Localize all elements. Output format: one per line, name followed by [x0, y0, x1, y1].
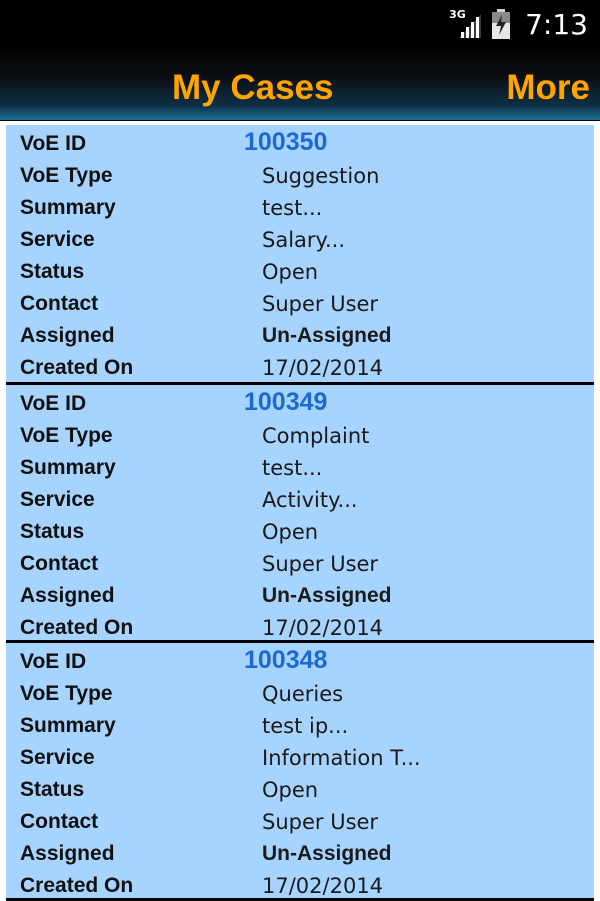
label-voe-id: VoE ID [20, 132, 87, 155]
label-contact: Contact [20, 292, 99, 315]
more-button[interactable]: More [506, 68, 590, 107]
value-service: Activity... [262, 488, 358, 512]
row-status [6, 776, 594, 808]
case-card[interactable] [6, 125, 594, 385]
label-status: Status [20, 260, 85, 283]
label-service: Service [20, 488, 95, 511]
label-assigned: Assigned [20, 584, 115, 607]
row-voe-id [6, 390, 594, 422]
value-status: Open [262, 778, 319, 802]
row-summary [6, 712, 594, 744]
label-assigned: Assigned [20, 324, 115, 347]
value-summary: test... [262, 456, 323, 480]
row-voe-id [6, 648, 594, 680]
label-voe-type: VoE Type [20, 164, 113, 187]
label-created-on: Created On [20, 356, 134, 379]
row-created-on [6, 872, 594, 901]
row-service [6, 226, 594, 258]
page-title: My Cases [172, 68, 334, 107]
value-voe-id: 100349 [244, 388, 328, 416]
value-service: Information T... [262, 746, 421, 770]
label-assigned: Assigned [20, 842, 115, 865]
case-card[interactable] [6, 643, 594, 901]
signal-icon [449, 8, 483, 40]
row-status [6, 518, 594, 550]
label-summary: Summary [20, 456, 116, 479]
value-contact: Super User [262, 810, 379, 834]
row-assigned [6, 322, 594, 354]
value-summary: test ip... [262, 714, 349, 738]
battery-icon [491, 9, 511, 39]
row-created-on [6, 614, 594, 646]
label-contact: Contact [20, 810, 99, 833]
clock: 7:13 [525, 7, 588, 41]
app-bar [0, 48, 600, 120]
label-service: Service [20, 746, 95, 769]
row-status [6, 258, 594, 290]
value-assigned: Un-Assigned [262, 842, 392, 865]
value-voe-type: Suggestion [262, 164, 380, 188]
label-created-on: Created On [20, 874, 134, 897]
status-icons [449, 4, 588, 44]
row-service [6, 744, 594, 776]
row-contact [6, 808, 594, 840]
value-created-on: 17/02/2014 [262, 356, 384, 380]
label-voe-type: VoE Type [20, 682, 113, 705]
case-list[interactable] [0, 120, 600, 901]
label-voe-id: VoE ID [20, 650, 87, 673]
row-assigned [6, 582, 594, 614]
value-voe-id: 100348 [244, 646, 328, 674]
label-voe-id: VoE ID [20, 392, 87, 415]
value-created-on: 17/02/2014 [262, 874, 384, 898]
row-voe-type [6, 162, 594, 194]
value-voe-type: Queries [262, 682, 344, 706]
value-assigned: Un-Assigned [262, 584, 392, 607]
row-voe-id [6, 130, 594, 162]
value-contact: Super User [262, 292, 379, 316]
value-summary: test... [262, 196, 323, 220]
row-summary [6, 194, 594, 226]
value-service: Salary... [262, 228, 345, 252]
row-contact [6, 550, 594, 582]
label-summary: Summary [20, 196, 116, 219]
row-assigned [6, 840, 594, 872]
label-voe-type: VoE Type [20, 424, 113, 447]
label-summary: Summary [20, 714, 116, 737]
network-type: 3G [449, 8, 466, 21]
value-voe-id: 100350 [244, 128, 328, 156]
value-assigned: Un-Assigned [262, 324, 392, 347]
label-status: Status [20, 778, 85, 801]
status-bar [0, 0, 600, 48]
label-contact: Contact [20, 552, 99, 575]
row-created-on [6, 354, 594, 386]
row-voe-type [6, 422, 594, 454]
label-created-on: Created On [20, 616, 134, 639]
row-voe-type [6, 680, 594, 712]
label-service: Service [20, 228, 95, 251]
row-contact [6, 290, 594, 322]
value-created-on: 17/02/2014 [262, 616, 384, 640]
label-status: Status [20, 520, 85, 543]
value-contact: Super User [262, 552, 379, 576]
value-status: Open [262, 520, 319, 544]
value-voe-type: Complaint [262, 424, 370, 448]
value-status: Open [262, 260, 319, 284]
case-card[interactable] [6, 385, 594, 643]
row-service [6, 486, 594, 518]
row-summary [6, 454, 594, 486]
